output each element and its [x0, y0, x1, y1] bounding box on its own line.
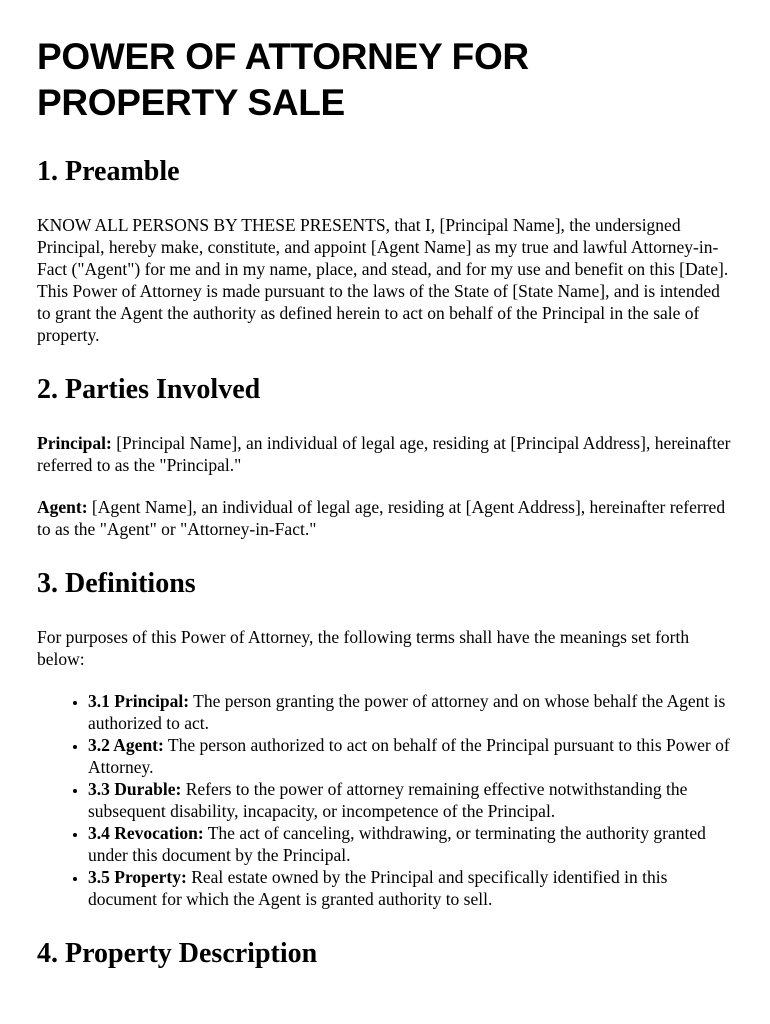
section-parties [37, 374, 737, 540]
section-heading-preamble: 1. Preamble [37, 156, 180, 187]
section-property [37, 938, 737, 970]
principal-label: Principal: [37, 433, 112, 453]
agent-text: [Agent Name], an individual of legal age, residing at [Agent Address], hereinafter referred to as the "Agent" or "Attorney-in-Fact." [37, 497, 726, 539]
section-heading-definitions: 3. Definitions [37, 568, 196, 599]
list-item [88, 822, 737, 866]
definition-text: Refers to the power of attorney remaining effective notwithstanding the subsequent disability, incapacity, or incompetence of the Principal. [88, 779, 688, 821]
section-definitions [37, 568, 737, 910]
definition-term: 3.1 Principal: [88, 691, 190, 711]
principal-text: [Principal Name], an individual of legal age, residing at [Principal Address], hereinafter referred to as the "Principal." [37, 433, 731, 475]
agent-paragraph [37, 496, 737, 540]
definitions-intro: For purposes of this Power of Attorney, the following terms shall have the meanings set forth below: [37, 627, 690, 669]
preamble-paragraph: KNOW ALL PERSONS BY THESE PRESENTS, that I, [Principal Name], the undersigned Principal, hereby make, constitute, and appoint [Agent Name] as my true and lawful Attorney-in-Fact ("Agent") for me and in my name, place, and stead, and for my use and benefit on this [Date]. This Power of Attorney is made pursuant to the laws of the State of [State Name], and is intended to grant the Agent the authority as defined herein to act on behalf of the Principal in the sale of property. [37, 215, 729, 345]
list-item [88, 734, 737, 778]
definition-term: 3.4 Revocation: [88, 823, 204, 843]
definitions-list [37, 690, 737, 910]
section-heading-parties: 2. Parties Involved [37, 374, 261, 405]
document-title: POWER OF ATTORNEY FOR PROPERTY SALE [37, 36, 529, 123]
list-item [88, 690, 737, 734]
definition-term: 3.3 Durable: [88, 779, 182, 799]
agent-label: Agent: [37, 497, 88, 517]
definition-term: 3.5 Property: [88, 867, 187, 887]
definition-text: Real estate owned by the Principal and specifically identified in this document for which the Agent is granted authority to sell. [88, 867, 668, 909]
principal-paragraph [37, 432, 737, 476]
section-heading-property: 4. Property Description [37, 938, 318, 969]
definition-text: The person authorized to act on behalf of the Principal pursuant to this Power of Attorney. [88, 735, 730, 777]
list-item [88, 866, 737, 910]
list-item [88, 778, 737, 822]
definition-text: The act of canceling, withdrawing, or terminating the authority granted under this document by the Principal. [88, 823, 706, 865]
title-block [37, 34, 737, 126]
document-page [37, 34, 737, 970]
section-preamble [37, 156, 737, 346]
definition-term: 3.2 Agent: [88, 735, 164, 755]
definition-text: The person granting the power of attorney and on whose behalf the Agent is authorized to act. [88, 691, 726, 733]
